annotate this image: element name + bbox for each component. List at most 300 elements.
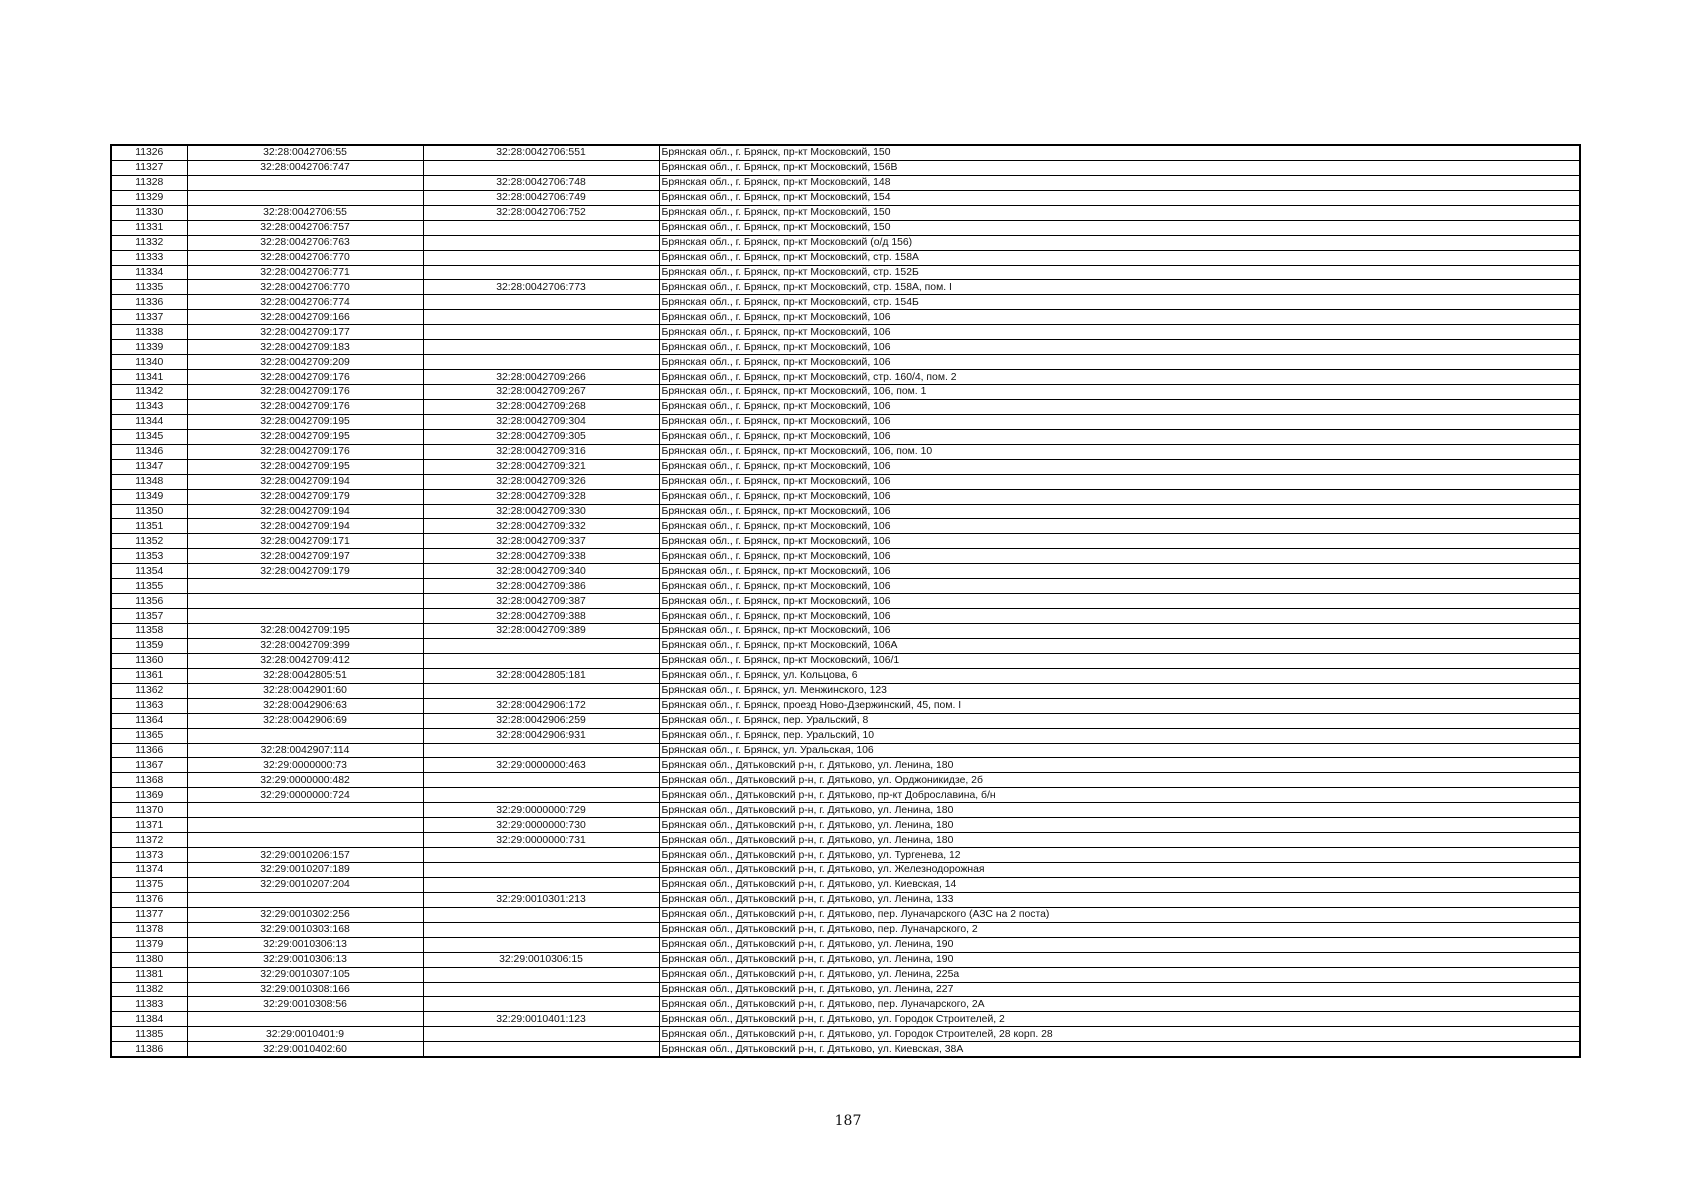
cadastral-number-cell: 32:29:0010308:56 <box>187 997 423 1012</box>
address-cell: Брянская обл., г. Брянск, пр-кт Московский, стр. 158А, пом. I <box>659 280 1580 295</box>
object-number-cell <box>423 922 659 937</box>
cadastral-number-cell: 32:28:0042805:51 <box>187 668 423 683</box>
object-number-cell: 32:28:0042709:387 <box>423 594 659 609</box>
row-number-cell: 11334 <box>111 265 187 280</box>
address-cell: Брянская обл., г. Брянск, пр-кт Московский, 106 <box>659 399 1580 414</box>
table-row <box>111 265 1580 280</box>
address-cell: Брянская обл., г. Брянск, пр-кт Московский, 106 <box>659 459 1580 474</box>
table-row <box>111 399 1580 414</box>
cadastral-number-cell: 32:28:0042706:771 <box>187 265 423 280</box>
address-cell: Брянская обл., г. Брянск, пр-кт Московский, 106 <box>659 310 1580 325</box>
cadastral-number-cell <box>187 609 423 624</box>
cadastral-number-cell: 32:28:0042709:176 <box>187 370 423 385</box>
object-number-cell: 32:29:0010301:213 <box>423 892 659 907</box>
cadastral-number-cell <box>187 803 423 818</box>
row-number-cell: 11337 <box>111 310 187 325</box>
address-cell: Брянская обл., г. Брянск, пр-кт Московский (о/д 156) <box>659 235 1580 250</box>
object-number-cell <box>423 310 659 325</box>
object-number-cell <box>423 683 659 698</box>
address-cell: Брянская обл., г. Брянск, пр-кт Московский, 150 <box>659 220 1580 235</box>
row-number-cell: 11329 <box>111 190 187 205</box>
address-cell: Брянская обл., г. Брянск, пер. Уральский, 8 <box>659 713 1580 728</box>
row-number-cell: 11347 <box>111 459 187 474</box>
table-row <box>111 653 1580 668</box>
row-number-cell: 11385 <box>111 1027 187 1042</box>
table-row <box>111 892 1580 907</box>
row-number-cell: 11381 <box>111 967 187 982</box>
row-number-cell: 11332 <box>111 235 187 250</box>
object-number-cell: 32:28:0042709:386 <box>423 579 659 594</box>
object-number-cell <box>423 160 659 175</box>
row-number-cell: 11374 <box>111 863 187 878</box>
address-cell: Брянская обл., г. Брянск, пр-кт Московский, 106/1 <box>659 653 1580 668</box>
cadastral-number-cell: 32:29:0000000:482 <box>187 773 423 788</box>
cadastral-number-cell: 32:29:0010303:168 <box>187 922 423 937</box>
table-row <box>111 1042 1580 1057</box>
object-number-cell: 32:28:0042709:330 <box>423 504 659 519</box>
cadastral-number-cell: 32:28:0042709:195 <box>187 459 423 474</box>
object-number-cell <box>423 848 659 863</box>
row-number-cell: 11326 <box>111 145 187 160</box>
object-number-cell: 32:28:0042709:267 <box>423 385 659 400</box>
table-row <box>111 698 1580 713</box>
object-number-cell <box>423 340 659 355</box>
row-number-cell: 11378 <box>111 922 187 937</box>
object-number-cell <box>423 265 659 280</box>
object-number-cell: 32:28:0042706:749 <box>423 190 659 205</box>
table-row <box>111 370 1580 385</box>
table-row <box>111 564 1580 579</box>
table-row <box>111 982 1580 997</box>
row-number-cell: 11349 <box>111 489 187 504</box>
object-number-cell <box>423 250 659 265</box>
table-row <box>111 624 1580 639</box>
row-number-cell: 11350 <box>111 504 187 519</box>
table-row <box>111 205 1580 220</box>
row-number-cell: 11377 <box>111 907 187 922</box>
cadastral-number-cell: 32:28:0042709:171 <box>187 534 423 549</box>
cadastral-number-cell: 32:28:0042706:763 <box>187 235 423 250</box>
cadastral-number-cell: 32:28:0042709:194 <box>187 519 423 534</box>
object-number-cell <box>423 997 659 1012</box>
table-row <box>111 310 1580 325</box>
address-cell: Брянская обл., Дятьковский р-н, г. Дятьково, пр-кт Доброславина, б/н <box>659 788 1580 803</box>
cadastral-number-cell: 32:28:0042709:195 <box>187 429 423 444</box>
address-cell: Брянская обл., Дятьковский р-н, г. Дятьково, ул. Ленина, 180 <box>659 818 1580 833</box>
table-row <box>111 190 1580 205</box>
table-row <box>111 638 1580 653</box>
table-row <box>111 833 1580 848</box>
row-number-cell: 11379 <box>111 937 187 952</box>
table-row <box>111 1012 1580 1027</box>
address-cell: Брянская обл., г. Брянск, пр-кт Московский, 106 <box>659 414 1580 429</box>
object-number-cell: 32:28:0042709:328 <box>423 489 659 504</box>
row-number-cell: 11340 <box>111 355 187 370</box>
cadastral-number-cell: 32:28:0042706:747 <box>187 160 423 175</box>
cadastral-number-cell <box>187 175 423 190</box>
object-number-cell <box>423 638 659 653</box>
row-number-cell: 11341 <box>111 370 187 385</box>
object-number-cell: 32:28:0042709:304 <box>423 414 659 429</box>
object-number-cell: 32:28:0042906:172 <box>423 698 659 713</box>
object-number-cell: 32:28:0042906:259 <box>423 713 659 728</box>
address-cell: Брянская обл., Дятьковский р-н, г. Дятьково, ул. Ленина, 180 <box>659 833 1580 848</box>
address-cell: Брянская обл., г. Брянск, проезд Ново-Дзержинский, 45, пом. I <box>659 698 1580 713</box>
row-number-cell: 11351 <box>111 519 187 534</box>
table-row <box>111 743 1580 758</box>
table-row <box>111 534 1580 549</box>
table-row <box>111 907 1580 922</box>
cadastral-number-cell: 32:29:0010206:157 <box>187 848 423 863</box>
page-number: 187 <box>834 1113 862 1129</box>
table-body <box>111 145 1580 1057</box>
table-row <box>111 429 1580 444</box>
table-row <box>111 922 1580 937</box>
cadastral-number-cell: 32:29:0000000:724 <box>187 788 423 803</box>
object-number-cell: 32:28:0042709:326 <box>423 474 659 489</box>
object-number-cell: 32:28:0042709:321 <box>423 459 659 474</box>
object-number-cell <box>423 863 659 878</box>
object-number-cell <box>423 773 659 788</box>
cadastral-number-cell: 32:29:0010302:256 <box>187 907 423 922</box>
object-number-cell: 32:29:0000000:463 <box>423 758 659 773</box>
cadastral-number-cell <box>187 1012 423 1027</box>
row-number-cell: 11342 <box>111 385 187 400</box>
row-number-cell: 11366 <box>111 743 187 758</box>
object-number-cell <box>423 788 659 803</box>
object-number-cell <box>423 937 659 952</box>
object-number-cell <box>423 907 659 922</box>
address-cell: Брянская обл., г. Брянск, пр-кт Московский, 150 <box>659 205 1580 220</box>
address-cell: Брянская обл., г. Брянск, пр-кт Московский, 106 <box>659 325 1580 340</box>
table-row <box>111 489 1580 504</box>
address-cell: Брянская обл., г. Брянск, пр-кт Московский, 106 <box>659 340 1580 355</box>
object-number-cell: 32:28:0042706:773 <box>423 280 659 295</box>
address-cell: Брянская обл., г. Брянск, пер. Уральский, 10 <box>659 728 1580 743</box>
address-cell: Брянская обл., г. Брянск, пр-кт Московский, 150 <box>659 145 1580 160</box>
table-row <box>111 355 1580 370</box>
address-cell: Брянская обл., г. Брянск, ул. Кольцова, 6 <box>659 668 1580 683</box>
address-cell: Брянская обл., Дятьковский р-н, г. Дятьково, ул. Ленина, 227 <box>659 982 1580 997</box>
row-number-cell: 11328 <box>111 175 187 190</box>
row-number-cell: 11354 <box>111 564 187 579</box>
address-cell: Брянская обл., г. Брянск, пр-кт Московский, 106, пом. 1 <box>659 385 1580 400</box>
table-row <box>111 325 1580 340</box>
cadastral-number-cell <box>187 892 423 907</box>
object-number-cell <box>423 355 659 370</box>
table-row <box>111 668 1580 683</box>
table-row <box>111 594 1580 609</box>
row-number-cell: 11335 <box>111 280 187 295</box>
address-cell: Брянская обл., г. Брянск, пр-кт Московский, 106 <box>659 474 1580 489</box>
cadastral-number-cell: 32:28:0042709:176 <box>187 444 423 459</box>
address-cell: Брянская обл., Дятьковский р-н, г. Дятьково, пер. Луначарского, 2 <box>659 922 1580 937</box>
row-number-cell: 11383 <box>111 997 187 1012</box>
cadastral-number-cell <box>187 818 423 833</box>
table-row <box>111 1027 1580 1042</box>
address-cell: Брянская обл., Дятьковский р-н, г. Дятьково, ул. Ленина, 180 <box>659 758 1580 773</box>
cadastral-number-cell: 32:28:0042709:166 <box>187 310 423 325</box>
cadastral-number-cell: 32:28:0042709:194 <box>187 474 423 489</box>
address-cell: Брянская обл., Дятьковский р-н, г. Дятьково, ул. Ленина, 190 <box>659 937 1580 952</box>
table-row <box>111 295 1580 310</box>
table-row <box>111 160 1580 175</box>
row-number-cell: 11384 <box>111 1012 187 1027</box>
row-number-cell: 11368 <box>111 773 187 788</box>
cadastral-number-cell: 32:29:0010207:204 <box>187 877 423 892</box>
registry-table <box>110 144 1581 1058</box>
address-cell: Брянская обл., Дятьковский р-н, г. Дятьково, ул. Железнодорожная <box>659 863 1580 878</box>
row-number-cell: 11370 <box>111 803 187 818</box>
cadastral-number-cell: 32:28:0042709:179 <box>187 564 423 579</box>
address-cell: Брянская обл., г. Брянск, пр-кт Московский, 156В <box>659 160 1580 175</box>
object-number-cell <box>423 1042 659 1057</box>
cadastral-number-cell: 32:28:0042706:55 <box>187 145 423 160</box>
cadastral-number-cell: 32:29:0010402:60 <box>187 1042 423 1057</box>
cadastral-number-cell: 32:28:0042706:757 <box>187 220 423 235</box>
cadastral-number-cell: 32:28:0042709:195 <box>187 624 423 639</box>
cadastral-number-cell: 32:28:0042901:60 <box>187 683 423 698</box>
row-number-cell: 11373 <box>111 848 187 863</box>
object-number-cell <box>423 1027 659 1042</box>
cadastral-number-cell: 32:29:0010306:13 <box>187 937 423 952</box>
row-number-cell: 11380 <box>111 952 187 967</box>
row-number-cell: 11336 <box>111 295 187 310</box>
object-number-cell: 32:28:0042706:752 <box>423 205 659 220</box>
object-number-cell: 32:28:0042709:268 <box>423 399 659 414</box>
cadastral-number-cell: 32:29:0010306:13 <box>187 952 423 967</box>
object-number-cell: 32:28:0042709:340 <box>423 564 659 579</box>
row-number-cell: 11362 <box>111 683 187 698</box>
address-cell: Брянская обл., г. Брянск, пр-кт Московский, 106 <box>659 504 1580 519</box>
table-row <box>111 937 1580 952</box>
object-number-cell: 32:28:0042706:551 <box>423 145 659 160</box>
object-number-cell <box>423 982 659 997</box>
table-row <box>111 549 1580 564</box>
row-number-cell: 11359 <box>111 638 187 653</box>
object-number-cell: 32:28:0042709:266 <box>423 370 659 385</box>
table-row <box>111 848 1580 863</box>
object-number-cell: 32:28:0042906:931 <box>423 728 659 743</box>
row-number-cell: 11353 <box>111 549 187 564</box>
table-row <box>111 803 1580 818</box>
row-number-cell: 11330 <box>111 205 187 220</box>
row-number-cell: 11376 <box>111 892 187 907</box>
table-row <box>111 250 1580 265</box>
cadastral-number-cell: 32:28:0042706:770 <box>187 250 423 265</box>
row-number-cell: 11343 <box>111 399 187 414</box>
address-cell: Брянская обл., г. Брянск, пр-кт Московский, 106, пом. 10 <box>659 444 1580 459</box>
row-number-cell: 11352 <box>111 534 187 549</box>
row-number-cell: 11339 <box>111 340 187 355</box>
row-number-cell: 11356 <box>111 594 187 609</box>
cadastral-number-cell: 32:28:0042709:197 <box>187 549 423 564</box>
object-number-cell: 32:29:0010306:15 <box>423 952 659 967</box>
table-row <box>111 444 1580 459</box>
address-cell: Брянская обл., Дятьковский р-н, г. Дятьково, ул. Ленина, 225а <box>659 967 1580 982</box>
table-row <box>111 773 1580 788</box>
table-row <box>111 579 1580 594</box>
address-cell: Брянская обл., г. Брянск, пр-кт Московский, 148 <box>659 175 1580 190</box>
table-row <box>111 280 1580 295</box>
cadastral-number-cell: 32:28:0042709:177 <box>187 325 423 340</box>
table-row <box>111 145 1580 160</box>
table-row <box>111 519 1580 534</box>
object-number-cell <box>423 235 659 250</box>
cadastral-number-cell: 32:28:0042706:770 <box>187 280 423 295</box>
row-number-cell: 11371 <box>111 818 187 833</box>
row-number-cell: 11344 <box>111 414 187 429</box>
address-cell: Брянская обл., г. Брянск, пр-кт Московский, 106 <box>659 489 1580 504</box>
address-cell: Брянская обл., г. Брянск, пр-кт Московский, стр. 160/4, пом. 2 <box>659 370 1580 385</box>
table-row <box>111 877 1580 892</box>
address-cell: Брянская обл., Дятьковский р-н, г. Дятьково, ул. Киевская, 14 <box>659 877 1580 892</box>
object-number-cell: 32:28:0042709:388 <box>423 609 659 624</box>
row-number-cell: 11365 <box>111 728 187 743</box>
row-number-cell: 11369 <box>111 788 187 803</box>
cadastral-number-cell: 32:28:0042709:176 <box>187 385 423 400</box>
cadastral-number-cell: 32:28:0042709:194 <box>187 504 423 519</box>
object-number-cell: 32:28:0042709:337 <box>423 534 659 549</box>
table-row <box>111 609 1580 624</box>
row-number-cell: 11338 <box>111 325 187 340</box>
row-number-cell: 11327 <box>111 160 187 175</box>
cadastral-number-cell: 32:29:0010308:166 <box>187 982 423 997</box>
address-cell: Брянская обл., г. Брянск, пр-кт Московский, 106 <box>659 564 1580 579</box>
address-cell: Брянская обл., Дятьковский р-н, г. Дятьково, ул. Тургенева, 12 <box>659 848 1580 863</box>
cadastral-number-cell: 32:28:0042709:399 <box>187 638 423 653</box>
object-number-cell: 32:29:0000000:729 <box>423 803 659 818</box>
address-cell: Брянская обл., Дятьковский р-н, г. Дятьково, ул. Киевская, 38А <box>659 1042 1580 1057</box>
table-row <box>111 474 1580 489</box>
object-number-cell <box>423 220 659 235</box>
cadastral-number-cell: 32:29:0000000:73 <box>187 758 423 773</box>
row-number-cell: 11355 <box>111 579 187 594</box>
table-row <box>111 818 1580 833</box>
address-cell: Брянская обл., Дятьковский р-н, г. Дятьково, ул. Орджоникидзе, 2б <box>659 773 1580 788</box>
object-number-cell: 32:28:0042709:316 <box>423 444 659 459</box>
table-row <box>111 758 1580 773</box>
table-row <box>111 728 1580 743</box>
address-cell: Брянская обл., Дятьковский р-н, г. Дятьково, ул. Городок Строителей, 28 корп. 28 <box>659 1027 1580 1042</box>
object-number-cell: 32:28:0042709:389 <box>423 624 659 639</box>
cadastral-number-cell: 32:28:0042706:55 <box>187 205 423 220</box>
table-row <box>111 385 1580 400</box>
object-number-cell: 32:28:0042709:305 <box>423 429 659 444</box>
address-cell: Брянская обл., Дятьковский р-н, г. Дятьково, пер. Луначарского (АЗС на 2 поста) <box>659 907 1580 922</box>
row-number-cell: 11375 <box>111 877 187 892</box>
table-row <box>111 713 1580 728</box>
row-number-cell: 11346 <box>111 444 187 459</box>
address-cell: Брянская обл., г. Брянск, пр-кт Московский, 106 <box>659 534 1580 549</box>
row-number-cell: 11372 <box>111 833 187 848</box>
address-cell: Брянская обл., г. Брянск, пр-кт Московский, 154 <box>659 190 1580 205</box>
row-number-cell: 11364 <box>111 713 187 728</box>
cadastral-number-cell: 32:29:0010307:105 <box>187 967 423 982</box>
cadastral-number-cell: 32:28:0042709:195 <box>187 414 423 429</box>
object-number-cell <box>423 877 659 892</box>
object-number-cell <box>423 325 659 340</box>
object-number-cell: 32:28:0042709:332 <box>423 519 659 534</box>
cadastral-number-cell <box>187 594 423 609</box>
table-row <box>111 175 1580 190</box>
address-cell: Брянская обл., г. Брянск, ул. Уральская, 106 <box>659 743 1580 758</box>
address-cell: Брянская обл., г. Брянск, пр-кт Московский, 106 <box>659 519 1580 534</box>
cadastral-number-cell: 32:28:0042709:179 <box>187 489 423 504</box>
row-number-cell: 11331 <box>111 220 187 235</box>
object-number-cell <box>423 743 659 758</box>
cadastral-number-cell: 32:28:0042706:774 <box>187 295 423 310</box>
row-number-cell: 11358 <box>111 624 187 639</box>
table-row <box>111 340 1580 355</box>
object-number-cell: 32:29:0010401:123 <box>423 1012 659 1027</box>
row-number-cell: 11361 <box>111 668 187 683</box>
cadastral-number-cell <box>187 728 423 743</box>
address-cell: Брянская обл., Дятьковский р-н, г. Дятьково, пер. Луначарского, 2А <box>659 997 1580 1012</box>
row-number-cell: 11386 <box>111 1042 187 1057</box>
object-number-cell: 32:29:0000000:730 <box>423 818 659 833</box>
object-number-cell: 32:28:0042709:338 <box>423 549 659 564</box>
address-cell: Брянская обл., г. Брянск, пр-кт Московский, 106 <box>659 609 1580 624</box>
row-number-cell: 11360 <box>111 653 187 668</box>
table-row <box>111 220 1580 235</box>
row-number-cell: 11382 <box>111 982 187 997</box>
object-number-cell: 32:28:0042706:748 <box>423 175 659 190</box>
address-cell: Брянская обл., г. Брянск, пр-кт Московский, 106А <box>659 638 1580 653</box>
address-cell: Брянская обл., г. Брянск, пр-кт Московский, 106 <box>659 594 1580 609</box>
address-cell: Брянская обл., г. Брянск, пр-кт Московский, стр. 152Б <box>659 265 1580 280</box>
table-row <box>111 235 1580 250</box>
table-row <box>111 504 1580 519</box>
table-row <box>111 863 1580 878</box>
cadastral-number-cell: 32:28:0042906:63 <box>187 698 423 713</box>
address-cell: Брянская обл., Дятьковский р-н, г. Дятьково, ул. Ленина, 180 <box>659 803 1580 818</box>
address-cell: Брянская обл., Дятьковский р-н, г. Дятьково, ул. Ленина, 190 <box>659 952 1580 967</box>
cadastral-number-cell <box>187 833 423 848</box>
row-number-cell: 11367 <box>111 758 187 773</box>
object-number-cell <box>423 967 659 982</box>
address-cell: Брянская обл., г. Брянск, пр-кт Московский, 106 <box>659 624 1580 639</box>
address-cell: Брянская обл., г. Брянск, ул. Менжинского, 123 <box>659 683 1580 698</box>
address-cell: Брянская обл., Дятьковский р-н, г. Дятьково, ул. Городок Строителей, 2 <box>659 1012 1580 1027</box>
cadastral-number-cell: 32:29:0010401:9 <box>187 1027 423 1042</box>
table-row <box>111 997 1580 1012</box>
table-row <box>111 788 1580 803</box>
table-row <box>111 414 1580 429</box>
address-cell: Брянская обл., г. Брянск, пр-кт Московский, 106 <box>659 549 1580 564</box>
row-number-cell: 11357 <box>111 609 187 624</box>
row-number-cell: 11333 <box>111 250 187 265</box>
cadastral-number-cell: 32:28:0042907:114 <box>187 743 423 758</box>
table-row <box>111 967 1580 982</box>
cadastral-number-cell: 32:28:0042709:183 <box>187 340 423 355</box>
table-row <box>111 459 1580 474</box>
cadastral-number-cell: 32:29:0010207:189 <box>187 863 423 878</box>
address-cell: Брянская обл., Дятьковский р-н, г. Дятьково, ул. Ленина, 133 <box>659 892 1580 907</box>
address-cell: Брянская обл., г. Брянск, пр-кт Московский, 106 <box>659 429 1580 444</box>
address-cell: Брянская обл., г. Брянск, пр-кт Московский, 106 <box>659 355 1580 370</box>
row-number-cell: 11345 <box>111 429 187 444</box>
cadastral-number-cell: 32:28:0042709:176 <box>187 399 423 414</box>
address-cell: Брянская обл., г. Брянск, пр-кт Московский, стр. 158А <box>659 250 1580 265</box>
object-number-cell <box>423 295 659 310</box>
object-number-cell: 32:28:0042805:181 <box>423 668 659 683</box>
address-cell: Брянская обл., г. Брянск, пр-кт Московский, стр. 154Б <box>659 295 1580 310</box>
cadastral-number-cell: 32:28:0042709:209 <box>187 355 423 370</box>
object-number-cell <box>423 653 659 668</box>
cadastral-number-cell <box>187 190 423 205</box>
cadastral-number-cell: 32:28:0042709:412 <box>187 653 423 668</box>
